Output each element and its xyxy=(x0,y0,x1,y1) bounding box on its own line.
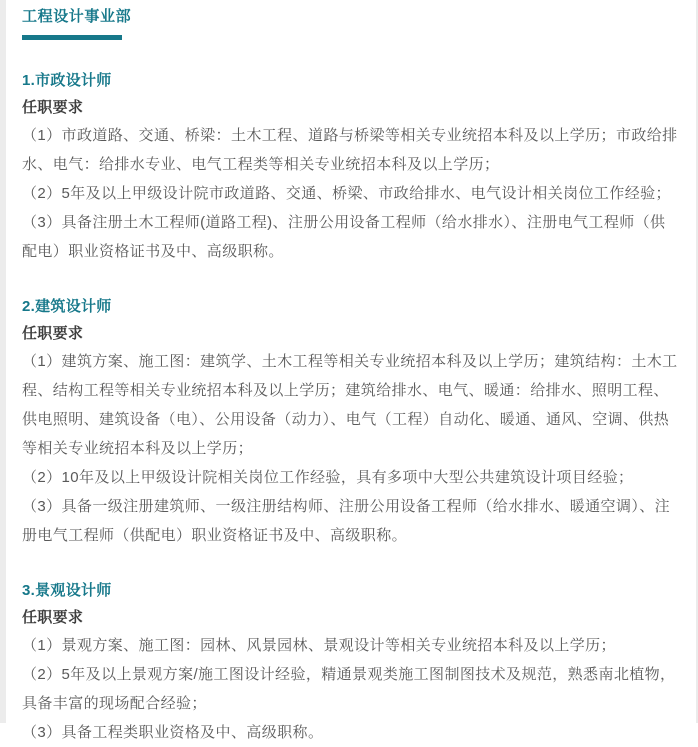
job-heading: 2.建筑设计师 xyxy=(22,298,112,315)
requirements-label: 任职要求 xyxy=(22,99,84,116)
requirement-item: （3）具备一级注册建筑师、一级注册结构师、注册公用设备工程师（给水排水、暖通空调）、注册电气工程师（供配电）职业资格证书及中、高级职称。 xyxy=(22,498,671,544)
job-heading: 1.市政设计师 xyxy=(22,72,112,89)
requirement-item: （1）景观方案、施工图：园林、风景园林、景观设计等相关专业统招本科及以上学历； xyxy=(22,637,616,654)
requirement-item: （1）市政道路、交通、桥梁：土木工程、道路与桥梁等相关专业统招本科及以上学历；市政给排水、电气：给排水专业、电气工程类等相关专业统招本科及以上学历； xyxy=(22,127,678,173)
requirement-item: （2）5年及以上景观方案/施工图设计经验，精通景观类施工图制图技术及规范，熟悉南北植物，具备丰富的现场配合经验； xyxy=(22,666,676,712)
department-title: 工程设计事业部 xyxy=(22,8,132,25)
requirements-label: 任职要求 xyxy=(22,325,84,342)
requirements-list xyxy=(22,631,678,747)
requirement-item: （3）具备注册土木工程师(道路工程)、注册公用设备工程师（给水排水）、注册电气工程师（供配电）职业资格证书及中、高级职称。 xyxy=(22,214,666,260)
requirement-item: （2）10年及以上甲级设计院相关岗位工作经验，具有多项中大型公共建筑设计项目经验； xyxy=(22,469,634,486)
page-left-edge xyxy=(0,0,6,723)
requirements-label: 任职要求 xyxy=(22,609,84,626)
job-heading: 3.景观设计师 xyxy=(22,582,112,599)
job-section-landscape-designer xyxy=(22,582,678,747)
job-section-municipal-designer xyxy=(22,72,678,266)
requirement-item: （3）具备工程类职业资格及中、高级职称。 xyxy=(22,724,324,741)
title-underline xyxy=(22,35,122,40)
requirement-item: （2）5年及以上甲级设计院市政道路、交通、桥梁、市政给排水、电气设计相关岗位工作经验； xyxy=(22,185,671,202)
job-section-architectural-designer xyxy=(22,298,678,550)
requirements-list xyxy=(22,121,678,266)
requirements-list xyxy=(22,347,678,550)
requirement-item: （1）建筑方案、施工图：建筑学、土木工程等相关专业统招本科及以上学历；建筑结构：土木工程、结构工程等相关专业统招本科及以上学历；建筑给排水、电气、暖通：给排水、照明工程、供电照明、建筑设备（电）、公用设备（动力）、电气（工程）自动化、暖通、通风、空调、供热等相关专业统招本科及以上学历； xyxy=(22,353,678,457)
